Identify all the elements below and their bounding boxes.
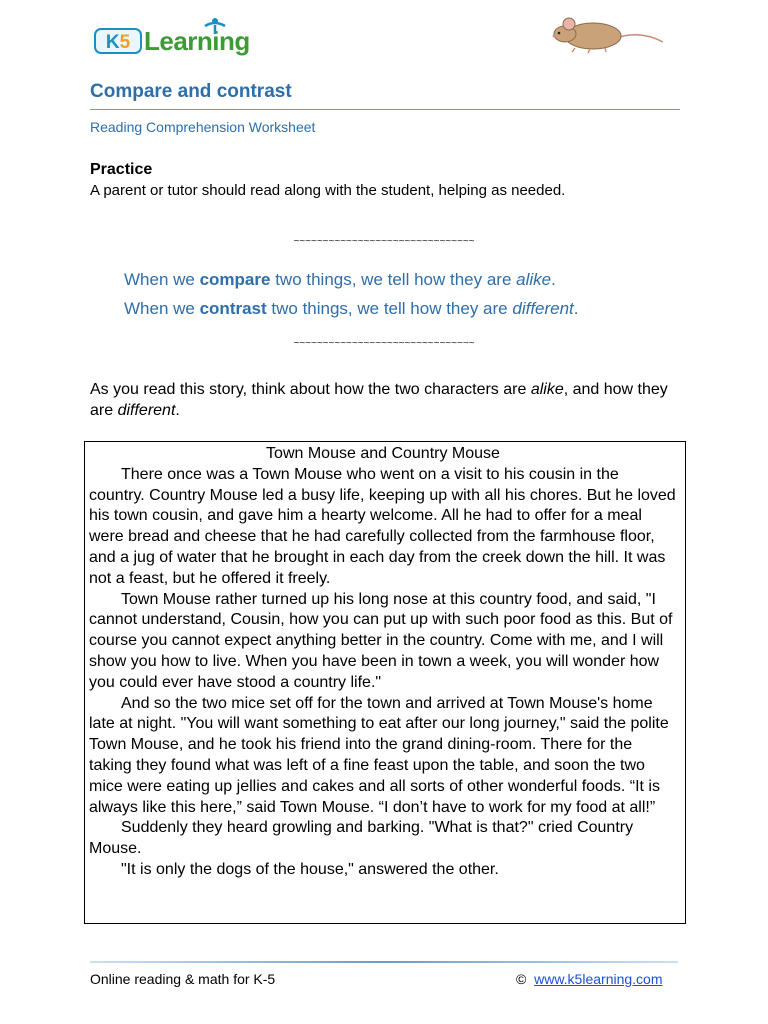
website-link[interactable]: www.k5learning.com [534, 971, 663, 987]
contrast-keyword: contrast [199, 299, 267, 318]
practice-heading: Practice [90, 161, 153, 178]
footer-link-group [516, 971, 663, 987]
story-paragraph: Town Mouse rather turned up his long nose at this country food, and said, "I cannot understand, Cousin, how you can put up with such poor food as this. But of course you cannot expect anything better in the country. Come with me, and I will show you how to live. When you have been in town a week, you will wonder how you could ever have stood a country life." [89, 590, 673, 691]
k5-learning-logo [94, 18, 264, 60]
k5-logo-box: K5 [94, 28, 142, 54]
tilde-divider-top: ~~~~~~~~~~~~~~~~~~~~~~~~~~~~~~~ [293, 236, 475, 247]
copyright-symbol: © [516, 971, 527, 987]
story-title: Town Mouse and Country Mouse [266, 445, 500, 462]
reading-prompt: As you read this story, think about how the two characters are alike, and how they are different. [90, 381, 668, 419]
compare-definition: When we compare two things, we tell how they are alike. [124, 270, 556, 289]
mouse-icon [545, 12, 665, 54]
story-box [84, 441, 686, 924]
footer-divider [90, 961, 678, 963]
story-paragraph: Suddenly they heard growling and barking. "What is that?" cried Country Mouse. [89, 819, 634, 858]
page-title: Compare and contrast [90, 81, 292, 102]
compare-keyword: compare [199, 270, 271, 289]
contrast-definition: When we contrast two things, we tell how they are different. [124, 299, 579, 318]
footer-tagline: Online reading & math for K-5 [90, 971, 276, 987]
logo-wordmark: Learning [144, 26, 250, 56]
story-paragraph: "It is only the dogs of the house," answered the other. [121, 860, 499, 878]
tilde-divider-bottom: ~~~~~~~~~~~~~~~~~~~~~~~~~~~~~~~ [293, 338, 475, 349]
page-subtitle: Reading Comprehension Worksheet [90, 119, 316, 135]
title-divider [90, 109, 680, 110]
logo-person-icon [202, 16, 228, 38]
story-paragraph: There once was a Town Mouse who went on a visit to his cousin in the country. Country Mouse led a busy life, keeping up with all his chores. But he loved his town cousin, and gave him a hearty welcome. All he had to offer for a meal were bread and cheese that he had carefully collected from the farmhouse floor, and a jug of water that he brought in each day from the creek down the hill. It was not a feast, but he offered it freely. [89, 465, 676, 587]
story-paragraph: And so the two mice set off for the town and arrived at Town Mouse's home late at night. "You will want something to eat after our long journey," said the polite Town Mouse, and he took his friend into the grand dining-room. There for the taking they found what was left of a fine feast upon the table, and soon the two mice were eating up jellies and cakes and all sorts of other wonderful foods. “It is always like this here,” said Town Mouse. “I don’t have to work for my food at all!” [89, 694, 669, 816]
practice-instruction: A parent or tutor should read along with the student, helping as needed. [90, 182, 566, 199]
